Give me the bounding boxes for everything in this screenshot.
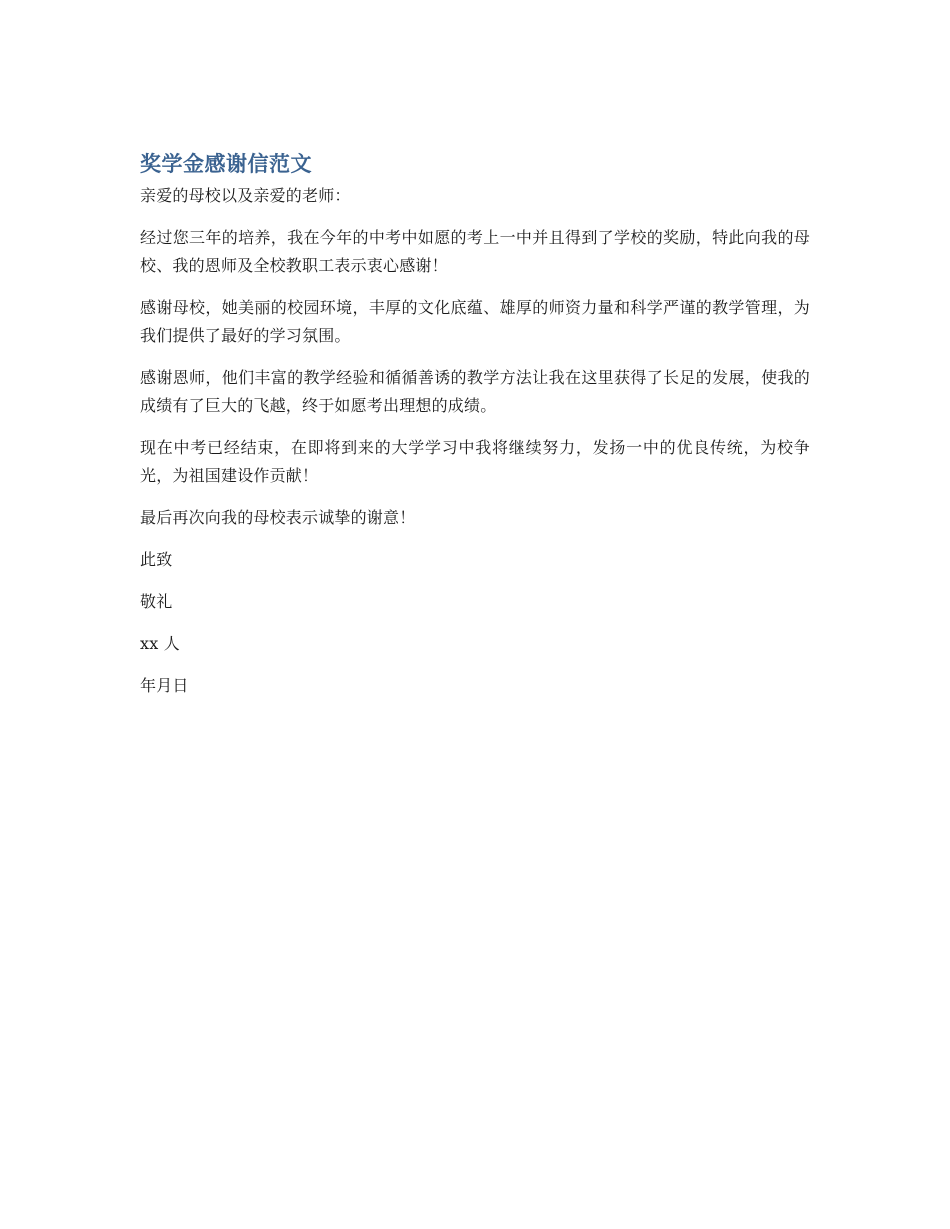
paragraph-final-thanks: 最后再次向我的母校表示诚挚的谢意！ xyxy=(140,508,416,527)
letter-body xyxy=(140,150,810,700)
signature: xx 人 xyxy=(140,634,180,653)
salutation: 亲爱的母校以及亲爱的老师： xyxy=(140,186,351,205)
document-title: 奖学金感谢信范文 xyxy=(140,152,312,176)
date-line: 年月日 xyxy=(140,676,189,695)
paragraph-future: 现在中考已经结束，在即将到来的大学学习中我将继续努力，发扬一中的优良传统，为校争光，为祖国建设作贡献！ xyxy=(140,438,810,485)
paragraph-thank-school: 感谢母校，她美丽的校园环境，丰厚的文化底蕴、雄厚的师资力量和科学严谨的教学管理，为我们提供了最好的学习氛围。 xyxy=(140,298,810,345)
closing-line-2: 敬礼 xyxy=(140,592,173,611)
closing-line-1: 此致 xyxy=(140,550,173,569)
paragraph-gratitude: 经过您三年的培养，我在今年的中考中如愿的考上一中并且得到了学校的奖励，特此向我的母校、我的恩师及全校教职工表示衷心感谢！ xyxy=(140,228,810,275)
paragraph-thank-teachers: 感谢恩师，他们丰富的教学经验和循循善诱的教学方法让我在这里获得了长足的发展，使我的成绩有了巨大的飞越，终于如愿考出理想的成绩。 xyxy=(140,368,810,415)
